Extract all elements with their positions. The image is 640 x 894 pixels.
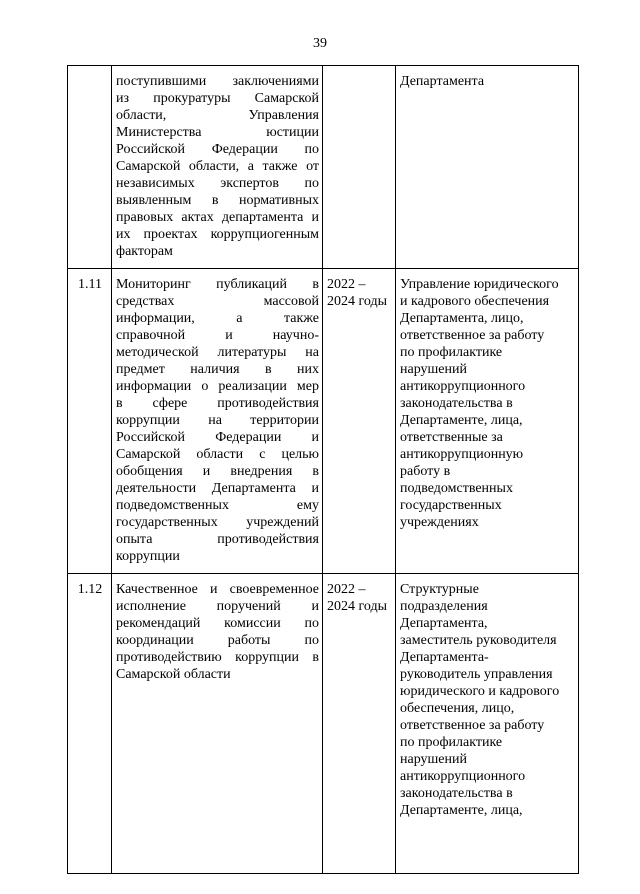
cell-responsible-line: нарушений [400, 752, 467, 767]
cell-responsible-line: руководитель управления [400, 667, 553, 682]
cell-description-line: Российской Федерации и [116, 430, 319, 445]
cell-responsible-line: учреждениях [400, 515, 479, 530]
cell-num: 1.12 [68, 574, 112, 874]
cell-description-line: Министерства юстиции [116, 125, 319, 140]
cell-description-line: методической литературы на [116, 345, 319, 360]
cell-responsible-line: антикоррупционного [400, 769, 526, 784]
cell-description-line: рекомендаций комиссии по [116, 616, 319, 631]
cell-responsible-line: подведомственных [400, 481, 513, 496]
cell-description-line: Мониторинг публикаций в [116, 277, 319, 292]
cell-description-line: Самарской области, а также от [116, 159, 319, 174]
table-row [68, 66, 579, 269]
cell-responsible-line: подразделения [400, 599, 488, 614]
cell-responsible-line: антикоррупционную [400, 447, 524, 462]
cell-responsible-line: Департамента- [400, 650, 489, 665]
cell-responsible [396, 269, 579, 574]
cell-responsible-line: Департамента [400, 74, 485, 89]
cell-description-line: информации о реализации мер [116, 379, 319, 394]
cell-responsible-line: работу в [400, 464, 451, 479]
cell-responsible-line: Департаменте, лица, [400, 803, 523, 818]
cell-responsible-line: Департаменте, лица, [400, 413, 523, 428]
cell-term-line: 2022 – [327, 582, 366, 597]
cell-description-line: области, Управления [116, 108, 319, 123]
cell-responsible-line: государственных [400, 498, 502, 513]
cell-description-line: независимых экспертов по [116, 176, 319, 191]
cell-responsible-line: по профилактике [400, 735, 503, 750]
cell-description [112, 574, 323, 874]
cell-description-line: подведомственных ему [116, 498, 319, 513]
cell-description-line: информации, а также [116, 311, 319, 326]
cell-description-line: из прокуратуры Самарской [116, 91, 319, 106]
cell-description-line: справочной и научно- [116, 328, 319, 343]
cell-description-line: выявленным в нормативных [116, 193, 319, 208]
cell-description [112, 269, 323, 574]
cell-responsible-line: юридического и кадрового [400, 684, 560, 699]
table-row [68, 574, 579, 874]
cell-term-line: 2022 – [327, 277, 366, 292]
measures-table [67, 65, 579, 874]
cell-responsible [396, 66, 579, 269]
cell-term-line: 2024 годы [327, 294, 388, 309]
page-number: 39 [313, 36, 327, 51]
cell-responsible-line: антикоррупционного [400, 379, 526, 394]
cell-description-line: Самарской области [116, 667, 231, 682]
cell-term [323, 269, 396, 574]
cell-description-line: в сфере противодействия [116, 396, 319, 411]
cell-responsible-line: законодательства в [400, 786, 513, 801]
cell-description-line: факторам [116, 244, 173, 259]
cell-description-line: Самарской области с целью [116, 447, 319, 462]
cell-responsible-line: Департамента, лицо, [400, 311, 524, 326]
cell-responsible-line: обеспечения, лицо, [400, 701, 515, 716]
cell-description-line: поступившими заключениями [116, 74, 319, 89]
cell-responsible-line: и кадрового обеспечения [400, 294, 550, 309]
cell-description-line: средствах массовой [116, 294, 319, 309]
cell-num [68, 66, 112, 269]
cell-description-line: противодействию коррупции в [116, 650, 319, 665]
cell-responsible [396, 574, 579, 874]
cell-description-line: предмет наличия в них [116, 362, 319, 377]
cell-responsible-line: ответственное за работу [400, 718, 545, 733]
cell-term-line: 2024 годы [327, 599, 388, 614]
cell-description-line: опыта противодействия [116, 532, 319, 547]
cell-responsible-line: Департамента, [400, 616, 488, 631]
cell-responsible-line: законодательства в [400, 396, 513, 411]
cell-description-line: обобщения и внедрения в [116, 464, 319, 479]
cell-responsible-line: ответственные за [400, 430, 503, 445]
cell-description-line: координации работы по [116, 633, 319, 648]
cell-responsible-line: нарушений [400, 362, 467, 377]
cell-responsible-line: ответственное за работу [400, 328, 545, 343]
cell-term [323, 574, 396, 874]
cell-description-line: Российской Федерации по [116, 142, 319, 157]
cell-term [323, 66, 396, 269]
cell-description-line: правовых актах департамента и [116, 210, 319, 225]
table-row [68, 269, 579, 574]
cell-num: 1.11 [68, 269, 112, 574]
cell-description-line: коррупции [116, 549, 180, 564]
cell-description-line: Качественное и своевременное [116, 582, 319, 597]
cell-responsible-line: Структурные [400, 582, 479, 597]
cell-description-line: деятельности Департамента и [116, 481, 319, 496]
cell-responsible-line: по профилактике [400, 345, 503, 360]
cell-responsible-line: заместитель руководителя [400, 633, 557, 648]
cell-responsible-line: Управление юридического [400, 277, 559, 292]
cell-description [112, 66, 323, 269]
cell-description-line: исполнение поручений и [116, 599, 319, 614]
cell-description-line: государственных учреждений [116, 515, 319, 530]
cell-description-line: их проектах коррупциогенным [116, 227, 319, 242]
cell-description-line: коррупции на территории [116, 413, 319, 428]
